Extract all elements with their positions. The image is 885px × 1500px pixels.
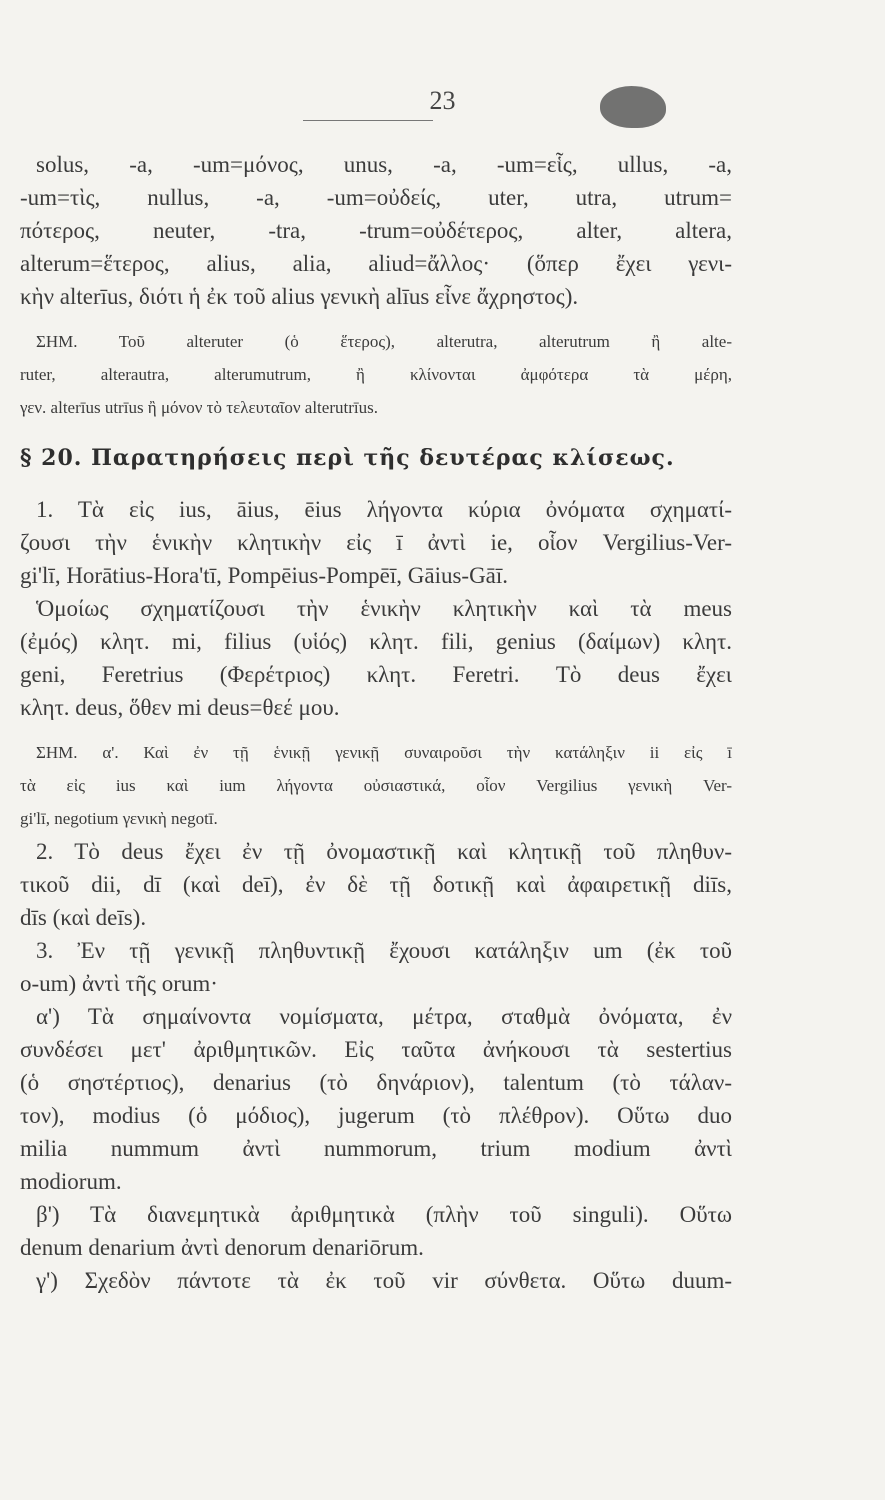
text-line: milia nummum ἀντὶ nummorum, trium modium ἀντὶ (20, 1136, 732, 1161)
paragraph-pronominal-adjectives (20, 148, 732, 313)
text-line: Ὁμοίως σχηματίζουσι τὴν ἑνικὴν κλητικὴν καὶ τὰ meus (36, 596, 732, 621)
text-line: ΣΗΜ. α'. Καὶ ἐν τῇ ἑνικῇ γενικῇ συναιροῦσι τὴν κατάληξιν ii εἰς ī (36, 743, 732, 762)
note-alteruter (20, 325, 732, 424)
page-number-rule (303, 120, 433, 121)
text-line: ζουσι τὴν ἑνικὴν κλητικὴν εἰς ī ἀντὶ ie, οἷον Vergilius-Ver- (20, 530, 732, 555)
text-line: γεν. alterīus utrīus ἢ μόνον τὸ τελευταῖον alterutrīus. (20, 398, 378, 417)
text-line: (ἐμός) κλητ. mi, filius (υἱός) κλητ. fili, genius (δαίμων) κλητ. (20, 629, 732, 654)
text-line: συνδέσει μετ' ἀριθμητικῶν. Εἰς ταῦτα ἀνήκουσι τὰ sestertius (20, 1037, 732, 1062)
page-number: 23 (429, 86, 456, 115)
text-line: geni, Feretrius (Φερέτριος) κλητ. Feretri. Τὸ deus ἔχει (20, 662, 732, 687)
text-line: gi'lī, negotium γενικὴ negotī. (20, 809, 218, 828)
text-line: gi'lī, Horātius-Hora'tī, Pompēius-Pompēī, Gāius-Gāī. (20, 563, 509, 588)
page-body (20, 148, 732, 1297)
text-line: modiorum. (20, 1169, 122, 1194)
text-line: 2. Τὸ deus ἔχει ἐν τῇ ὀνομαστικῇ καὶ κλητικῇ τοῦ πληθυν- (36, 839, 732, 864)
paragraph-3 (20, 934, 732, 1297)
text-line: -um=τὶς, nullus, -a, -um=οὐδείς, uter, utra, utrum= (20, 185, 732, 210)
text-line: κλητ. deus, ὅθεν mi deus=θεέ μου. (20, 695, 340, 720)
note-alpha (20, 736, 732, 835)
text-line: α') Τὰ σημαίνοντα νομίσματα, μέτρα, σταθμὰ ὀνόματα, ἐν (36, 1004, 732, 1029)
paragraph-1 (20, 493, 732, 724)
text-line: solus, -a, -um=μόνος, unus, -a, -um=εἷς, ullus, -a, (36, 152, 732, 177)
text-line: κὴν alterīus, διότι ἡ ἐκ τοῦ alius γενικὴ alīus εἶνε ἄχρηστος). (20, 284, 579, 309)
text-line: o-um) ἀντὶ τῆς orum· (20, 971, 218, 996)
ink-blot (600, 86, 666, 128)
text-line: τον), modius (ὁ μόδιος), jugerum (τὸ πλέθρον). Οὕτω duo (20, 1103, 732, 1128)
text-line: 3. Ἐν τῇ γενικῇ πληθυντικῇ ἔχουσι κατάληξιν um (ἐκ τοῦ (36, 938, 732, 963)
text-line: τικοῦ dii, dī (καὶ deī), ἐν δὲ τῇ δοτικῇ καὶ ἀφαιρετικῇ diīs, (20, 872, 732, 897)
text-line: γ') Σχεδὸν πάντοτε τὰ ἐκ τοῦ vir σύνθετα. Οὕτω duum- (36, 1268, 732, 1293)
text-line: (ὁ σηστέρτιος), denarius (τὸ δηνάριον), talentum (τὸ τάλαν- (20, 1070, 732, 1095)
paragraph-2 (20, 835, 732, 934)
section-heading: § 20. Παρατηρήσεις περὶ τῆς δευτέρας κλίσεως. (20, 445, 675, 471)
text-line: denum denarium ἀντὶ denorum denariōrum. (20, 1235, 424, 1260)
text-line: dīs (καὶ deīs). (20, 905, 147, 930)
text-line: 1. Τὰ εἰς ius, āius, ēius λήγοντα κύρια ὀνόματα σχηματί- (36, 497, 732, 522)
text-line: τὰ εἰς ius καὶ ium λήγοντα οὐσιαστικά, οἷον Vergilius γενικὴ Ver- (20, 776, 732, 795)
text-line: ruter, alterautra, alterumutrum, ἢ κλίνονται ἀμφότερα τὰ μέρη, (20, 365, 732, 384)
text-line: alterum=ἕτερος, alius, alia, aliud=ἄλλος· (ὅπερ ἔχει γενι- (20, 251, 732, 276)
text-line: β') Τὰ διανεμητικὰ ἀριθμητικὰ (πλὴν τοῦ singuli). Οὕτω (36, 1202, 732, 1227)
text-line: πότερος, neuter, -tra, -trum=οὐδέτερος, alter, altera, (20, 218, 732, 243)
text-line: ΣΗΜ. Τοῦ alteruter (ὁ ἕτερος), alterutra, alterutrum ἢ alte- (36, 332, 732, 351)
